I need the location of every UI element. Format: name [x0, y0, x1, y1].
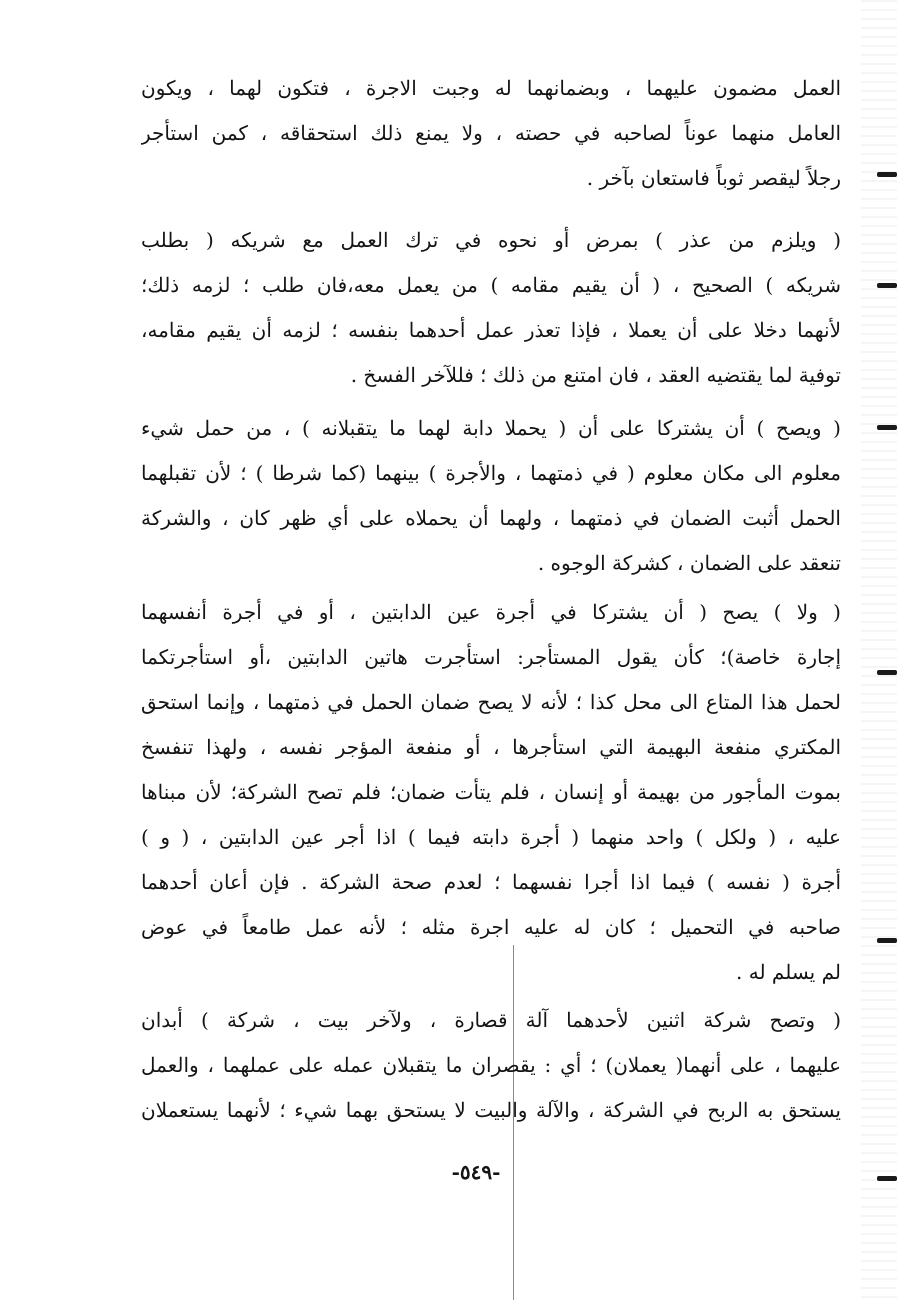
- text-line: لم يسلم له .: [736, 960, 841, 984]
- text-line: لحمل هذا المتاع الى محل كذا ؛ لأنه لا يصح ضمان الحمل في ذمتهما ، وإنما استحق: [141, 690, 841, 714]
- paragraph-3: [141, 406, 841, 586]
- scan-edge-mark: [877, 172, 897, 177]
- scan-edge-mark: [877, 1176, 897, 1181]
- text-line: ( ولا ) يصح ( أن يشتركا في أجرة عين الدابتين ، أو في أجرة أنفسهما: [141, 600, 841, 624]
- text-line: ( ويلزم من عذر ) بمرض أو نحوه في ترك العمل مع شريكه ( بطلب: [141, 228, 841, 252]
- text-line: ( وتصح شركة اثنين لأحدهما آلة قصارة ، ولآخر بيت ، شركة ) أبدان: [141, 1008, 841, 1032]
- scan-edge-mark: [877, 425, 897, 430]
- text-line: رجلاً ليقصر ثوباً فاستعان بآخر .: [586, 166, 841, 190]
- paragraph-4: [141, 590, 841, 995]
- scan-edge-mark: [877, 670, 897, 675]
- text-line: العمل مضمون عليهما ، وبضمانهما له وجبت الاجرة ، فتكون لهما ، ويكون: [141, 76, 841, 100]
- text-line: شريكه ) الصحيح ، ( أن يقيم مقامه ) من يعمل معه،فان طلب ؛ لزمه ذلك؛: [141, 273, 841, 297]
- text-line: معلوم الى مكان معلوم ( في ذمتهما ، والأجرة ) بينهما (كما شرطا ) ؛ لأن تقبلهما: [141, 461, 841, 485]
- paragraph-5: [141, 998, 841, 1133]
- scan-edge-mark: [877, 283, 897, 288]
- page-number: -٥٤٩-: [451, 1160, 501, 1184]
- text-line: المكتري منفعة البهيمة التي استأجرها ، أو منفعة المؤجر نفسه ، ولهذا تنفسخ: [141, 735, 841, 759]
- paragraph-1: [141, 66, 841, 201]
- text-line: بموت المأجور من بهيمة أو إنسان ، فلم يتأت ضمان؛ فلم تصح الشركة؛ لأن مبناها: [141, 780, 841, 804]
- text-line: ( ويصح ) أن يشتركا على أن ( يحملا دابة لهما ما يتقبلانه ) ، من حمل شيء: [141, 416, 841, 440]
- text-line: عليهما ، على أنهما( يعملان) ؛ أي : يقصران ما يتقبلان عمله على عملهما ، والعمل: [141, 1053, 841, 1077]
- text-line: لأنهما دخلا على أن يعملا ، فإذا تعذر عمل أحدهما بنفسه ؛ لزمه أن يقيم مقامه،: [141, 318, 841, 342]
- text-line: الحمل أثبت الضمان في ذمتهما ، ولهما أن يحملاه على أي ظهر كان ، والشركة: [141, 506, 841, 530]
- scan-edge-mark: [877, 938, 897, 943]
- text-line: تنعقد على الضمان ، كشركة الوجوه .: [537, 551, 841, 575]
- text-line: أجرة ( نفسه ) فيما اذا أجرا نفسهما ؛ لعدم صحة الشركة . فإن أعان أحدهما: [141, 870, 841, 894]
- paragraph-2: [141, 218, 841, 398]
- text-line: عليه ، ( ولكل ) واحد منهما ( أجرة دابته فيما ) اذا أجر عين الدابتين ، ( و ): [141, 825, 841, 849]
- text-line: العامل منهما عوناً لصاحبه في حصته ، ولا يمنع ذلك استحقاقه ، كمن استأجر: [141, 121, 841, 145]
- scan-edge-speckle: [861, 0, 897, 1300]
- text-line: إجارة خاصة)؛ كأن يقول المستأجر: استأجرت هاتين الدابتين ،أو استأجرتكما: [141, 645, 841, 669]
- text-line: يستحق به الربح في الشركة ، والآلة والبيت لا يستحق بهما شيء ؛ لأنهما يستعملان: [141, 1098, 841, 1122]
- text-line: صاحبه في التحميل ؛ كان له عليه اجرة مثله ؛ لأنه عمل طامعاً في عوض: [141, 915, 841, 939]
- text-line: توفية لما يقتضيه العقد ، فان امتنع من ذلك ؛ فللآخر الفسخ .: [350, 363, 841, 387]
